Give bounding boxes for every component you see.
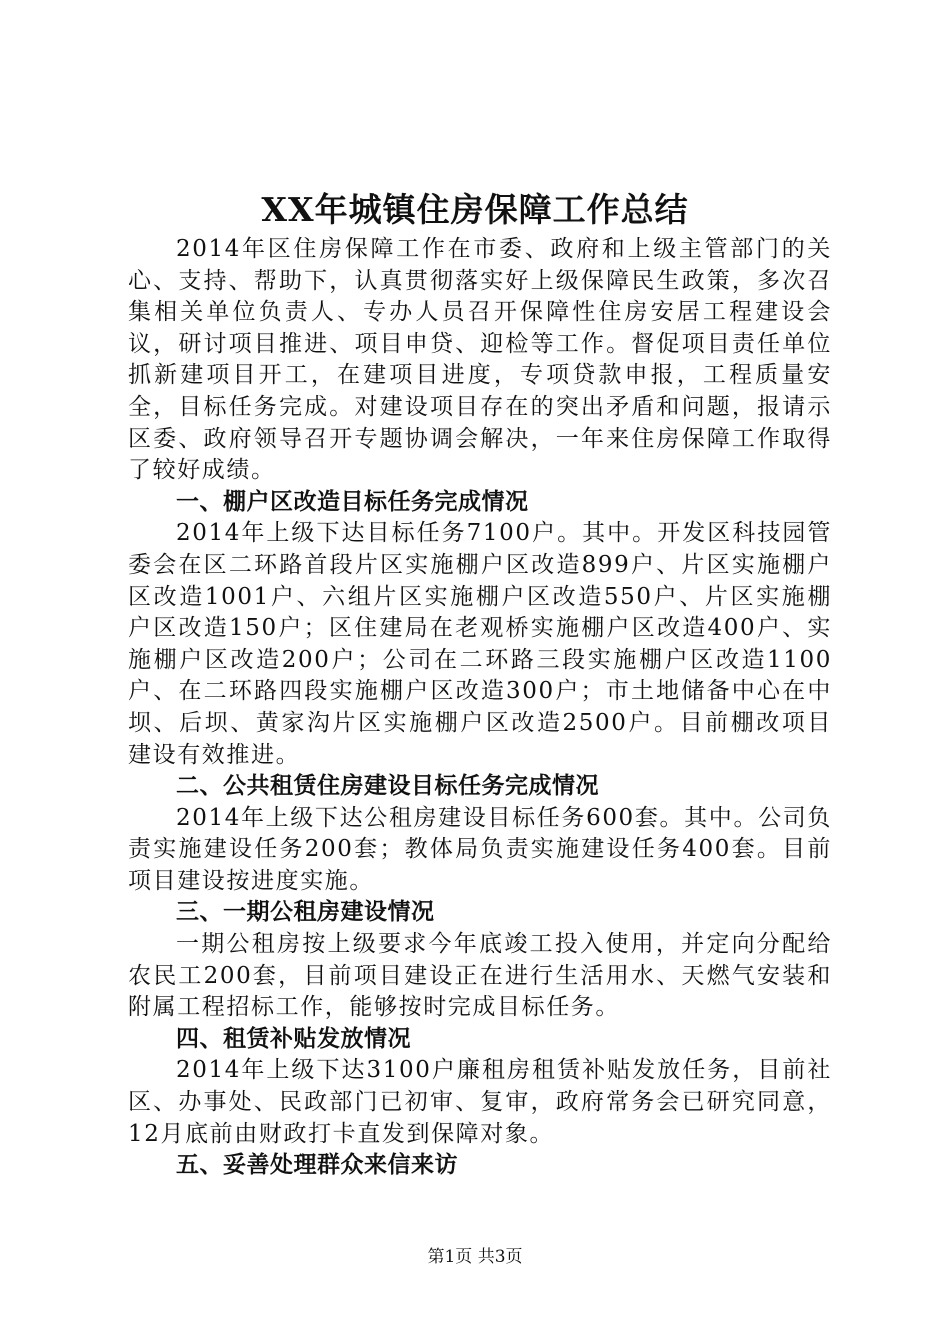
section-5-heading: 五、妥善处理群众来信来访: [176, 1152, 458, 1179]
document-body: [128, 234, 832, 1182]
section-1-body: 2014年上级下达目标任务7100户。其中。开发区科技园管委会在区二环路首段片区实施棚户区改造899户、片区实施棚户区改造1001户、六组片区实施棚户区改造550户、片区实施棚户区改造150户；区住建局在老观桥实施棚户区改造400户、实施棚户区改造200户；公司在二环路三段实施棚户区改造1100户、在二环路四段实施棚户区改造300户；市土地储备中心在中坝、后坝、黄家沟片区实施棚户区改造2500户。目前棚改项目建设有效推进。: [128, 520, 832, 768]
document-title: XX年城镇住房保障工作总结: [261, 190, 689, 229]
section-3-body: 一期公租房按上级要求今年底竣工投入使用，并定向分配给农民工200套，目前项目建设正在进行生活用水、天燃气安装和附属工程招标工作，能够按时完成目标任务。: [128, 931, 832, 1021]
section-2-heading: 二、公共租赁住房建设目标任务完成情况: [176, 773, 599, 800]
section-4-heading: 四、租赁补贴发放情况: [176, 1025, 411, 1052]
section-4-body: 2014年上级下达3100户廉租房租赁补贴发放任务，目前社区、办事处、民政部门已初审、复审，政府常务会已研究同意，12月底前由财政打卡直发到保障对象。: [128, 1057, 832, 1147]
section-1-heading: 一、棚户区改造目标任务完成情况: [176, 488, 529, 515]
section-2-body: 2014年上级下达公租房建设目标任务600套。其中。公司负责实施建设任务200套；教体局负责实施建设任务400套。目前项目建设按进度实施。: [128, 804, 832, 894]
section-3-heading: 三、一期公租房建设情况: [176, 899, 435, 926]
page-footer: 第1页 共3页: [427, 1247, 523, 1267]
intro-paragraph: 2014年区住房保障工作在市委、政府和上级主管部门的关心、支持、帮助下，认真贯彻落实好上级保障民生政策，多次召集相关单位负责人、专办人员召开保障性住房安居工程建设会议，研讨项目推进、项目申贷、迎检等工作。督促项目责任单位抓新建项目开工，在建项目进度，专项贷款申报，工程质量安全，目标任务完成。对建设项目存在的突出矛盾和问题，报请示区委、政府领导召开专题协调会解决，一年来住房保障工作取得了较好成绩。: [128, 236, 832, 484]
